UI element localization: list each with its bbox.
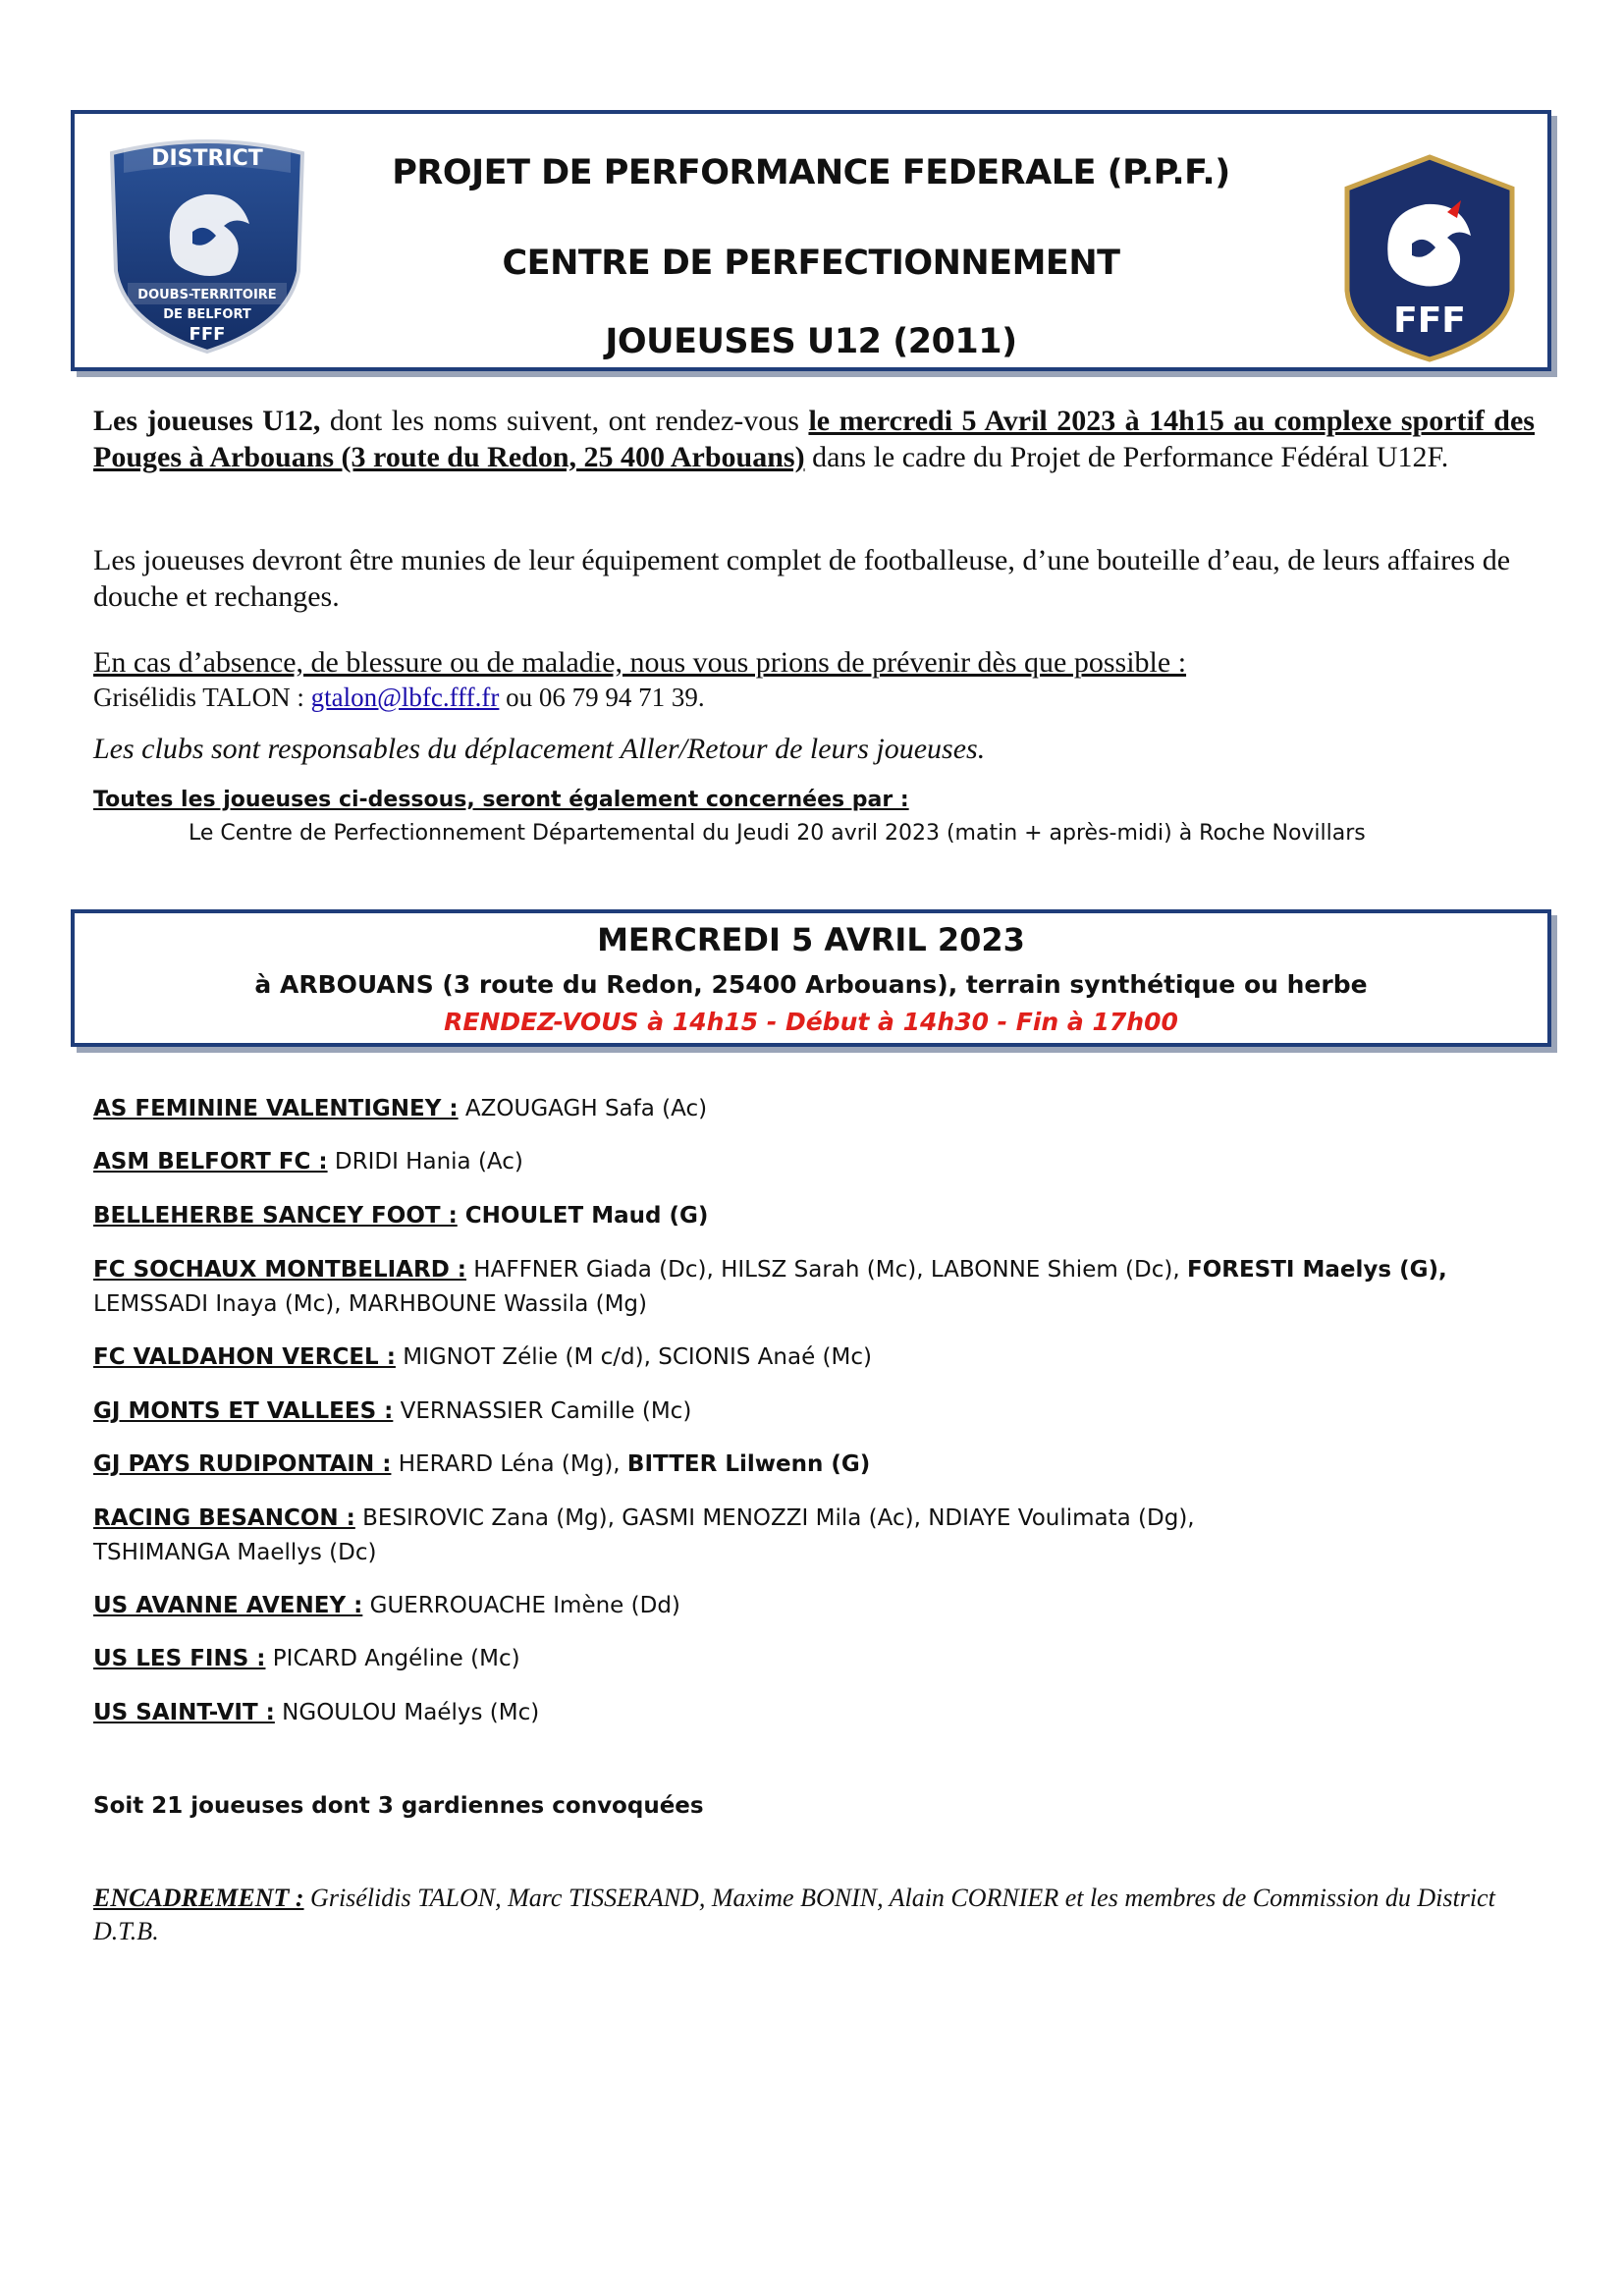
club-name: US SAINT-VIT : [93,1700,275,1725]
header-box [71,110,1551,371]
club-name: GJ MONTS ET VALLEES : [93,1398,394,1424]
page-title: PROJET DE PERFORMANCE FEDERALE (P.P.F.) [392,153,1230,192]
transport-note: Les clubs sont responsables du déplacement Aller/Retour de leurs joueuses. [93,733,986,765]
club-entry [93,1448,1507,1482]
session-date: MERCREDI 5 AVRIL 2023 [597,921,1025,958]
staff-names: Grisélidis TALON, Marc TISSERAND, Maxime BONIN, Alain CORNIER et les membres de Commission du District D.T.B. [93,1884,1495,1945]
notice-line: Le Centre de Perfectionnement Départemental du Jeudi 20 avril 2023 (matin + après-midi) à Roche Novillars [189,821,1366,846]
staff-paragraph [93,1882,1527,1948]
club-name: FC VALDAHON VERCEL : [93,1344,396,1370]
page-category: JOUEUSES U12 (2011) [605,322,1017,361]
intro-bold-lead: Les joueuses U12, [93,405,321,437]
club-name: AS FEMININE VALENTIGNEY : [93,1096,459,1121]
club-entry [93,1145,1507,1179]
notice-heading: Toutes les joueuses ci-dessous, seront également concernées par : [93,788,909,812]
club-entry [93,1394,1507,1429]
club-goalkeeper: BITTER Lilwenn (G) [626,1451,871,1477]
absence-notice: En cas d’absence, de blessure ou de maladie, nous vous prions de prévenir dès que possible : [93,646,1187,679]
club-players: BESIROVIC Zana (Mg), GASMI MENOZZI Mila (Ac), NDIAYE Voulimata (Dg), [354,1505,1195,1531]
intro-meeting-details: le mercredi 5 Avril 2023 à 14h15 au complexe sportif des Pouges à Arbouans (3 route du Redon, 25 400 Arbouans) [93,405,1535,473]
club-name: ASM BELFORT FC : [93,1149,328,1175]
contact-phone: ou 06 79 94 71 39. [499,683,705,712]
intro-text: dont les noms suivent, ont rendez-vous [320,405,809,437]
club-entry [93,1253,1507,1322]
summary-line: Soit 21 joueuses dont 3 gardiennes convoquées [93,1793,704,1819]
session-place: à ARBOUANS (3 route du Redon, 25400 Arbouans), terrain synthétique ou herbe [254,970,1368,999]
club-goalkeeper: FORESTI Maelys (G), [1186,1257,1447,1283]
club-players: NGOULOU Maélys (Mc) [274,1700,540,1725]
club-players-continued: TSHIMANGA Maellys (Dc) [93,1540,377,1565]
club-entry [93,1642,1507,1676]
svg-text:DISTRICT: DISTRICT [151,146,263,171]
session-box [71,909,1551,1047]
club-entry [93,1502,1507,1570]
staff-label: ENCADREMENT : [93,1884,304,1912]
svg-text:DOUBS-TERRITOIRE: DOUBS-TERRITOIRE [137,288,277,302]
club-players-continued: LEMSSADI Inaya (Mc), MARHBOUNE Wassila (Mg) [93,1291,648,1317]
club-players: MIGNOT Zélie (M c/d), SCIONIS Anaé (Mc) [395,1344,872,1370]
contact-name: Grisélidis TALON : [93,683,311,712]
club-players: HERARD Léna (Mg), [391,1451,627,1477]
fff-logo-icon [1331,153,1528,363]
club-players: AZOUGAGH Safa (Ac) [458,1096,708,1121]
club-name: US AVANNE AVENEY : [93,1593,363,1618]
club-name: BELLEHERBE SANCEY FOOT : [93,1203,458,1229]
club-name: US LES FINS : [93,1646,266,1671]
club-players: HAFFNER Giada (Dc), HILSZ Sarah (Mc), LABONNE Shiem (Dc), [466,1257,1187,1283]
club-entry [93,1092,1507,1126]
club-entry [93,1589,1507,1623]
club-name: GJ PAYS RUDIPONTAIN : [93,1451,392,1477]
page-subtitle: CENTRE DE PERFECTIONNEMENT [502,244,1120,283]
svg-text:FFF: FFF [1393,301,1466,341]
contact-line [93,681,1535,714]
club-players: GUERROUACHE Imène (Dd) [362,1593,680,1618]
club-goalkeeper: CHOULET Maud (G) [457,1203,709,1229]
club-entry [93,1199,1507,1233]
club-name: RACING BESANCON : [93,1505,355,1531]
club-name: FC SOCHAUX MONTBELIARD : [93,1257,466,1283]
club-players: DRIDI Hania (Ac) [327,1149,523,1175]
club-players: VERNASSIER Camille (Mc) [393,1398,692,1424]
session-time: RENDEZ-VOUS à 14h15 - Début à 14h30 - Fin à 17h00 [444,1008,1178,1036]
contact-email-link[interactable]: gtalon@lbfc.fff.fr [310,683,500,712]
equipment-paragraph: Les joueuses devront être munies de leur équipement complet de footballeuse, d’une bouteille d’eau, de leurs affaires de douche et rechanges. [93,544,1511,613]
club-entry [93,1340,1507,1375]
absence-paragraph [93,644,1535,714]
svg-text:DE BELFORT: DE BELFORT [163,307,251,322]
club-players: PICARD Angéline (Mc) [265,1646,520,1671]
intro-text-end: dans le cadre du Projet de Performance Fédéral U12F. [804,441,1449,473]
club-entry [93,1696,1507,1730]
intro-paragraph [93,403,1535,475]
svg-text:FFF: FFF [189,324,226,345]
